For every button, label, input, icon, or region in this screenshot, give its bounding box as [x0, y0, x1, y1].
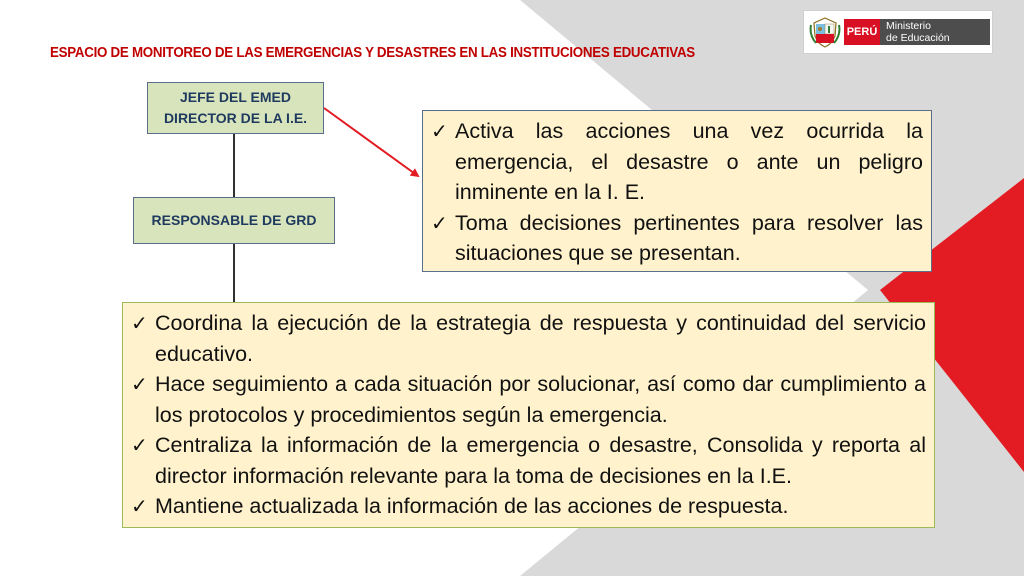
- director-duties-box: [422, 110, 932, 272]
- coat-of-arms-icon: [808, 15, 842, 49]
- director-duties-list: [429, 116, 923, 269]
- duty-text: Toma decisiones pertinentes para resolver las situaciones que se presentan.: [455, 210, 923, 265]
- logo-country-label: PERÚ: [844, 19, 880, 45]
- duty-text: Activa las acciones una vez ocurrida la emergencia, el desastre o ante un peligro inminente en la I. E.: [455, 119, 923, 204]
- duty-text: Centraliza la información de la emergencia o desastre, Consolida y reporta al director información relevante para la toma de decisiones en la I.E.: [155, 433, 926, 488]
- list-item: [429, 208, 923, 269]
- duty-text: Coordina la ejecución de la estrategia de respuesta y continuidad del servicio educativo.: [155, 311, 926, 366]
- list-item: [129, 430, 926, 491]
- node-director-line2: DIRECTOR DE LA I.E.: [163, 110, 308, 126]
- check-icon: ✓: [431, 119, 448, 143]
- minedu-logo: [803, 10, 993, 54]
- check-icon: ✓: [131, 494, 148, 518]
- check-icon: ✓: [131, 311, 148, 335]
- duty-text: Mantiene actualizada la información de las acciones de respuesta.: [155, 494, 789, 518]
- check-icon: ✓: [131, 433, 148, 457]
- duty-text: Hace seguimiento a cada situación por solucionar, así como dar cumplimiento a los protocolos y procedimientos según la emergencia.: [155, 372, 926, 427]
- page-title: ESPACIO DE MONITOREO DE LAS EMERGENCIAS Y DESASTRES EN LAS INSTITUCIONES EDUCATIVAS: [50, 45, 695, 61]
- list-item: [129, 369, 926, 430]
- check-icon: ✓: [131, 372, 148, 396]
- logo-ministry-line2: de Educación: [886, 32, 950, 44]
- logo-ministry-label: [880, 19, 990, 45]
- list-item: [129, 308, 926, 369]
- grd-duties-box: [122, 302, 935, 528]
- grd-duties-list: [129, 308, 926, 522]
- node-director: [147, 82, 324, 134]
- node-director-line1: JEFE DEL EMED: [180, 89, 291, 105]
- list-item: [429, 116, 923, 208]
- check-icon: ✓: [431, 210, 448, 235]
- list-item: [129, 491, 926, 522]
- node-grd-responsible: RESPONSABLE DE GRD: [133, 197, 335, 244]
- logo-ministry-line1: Ministerio: [886, 20, 931, 32]
